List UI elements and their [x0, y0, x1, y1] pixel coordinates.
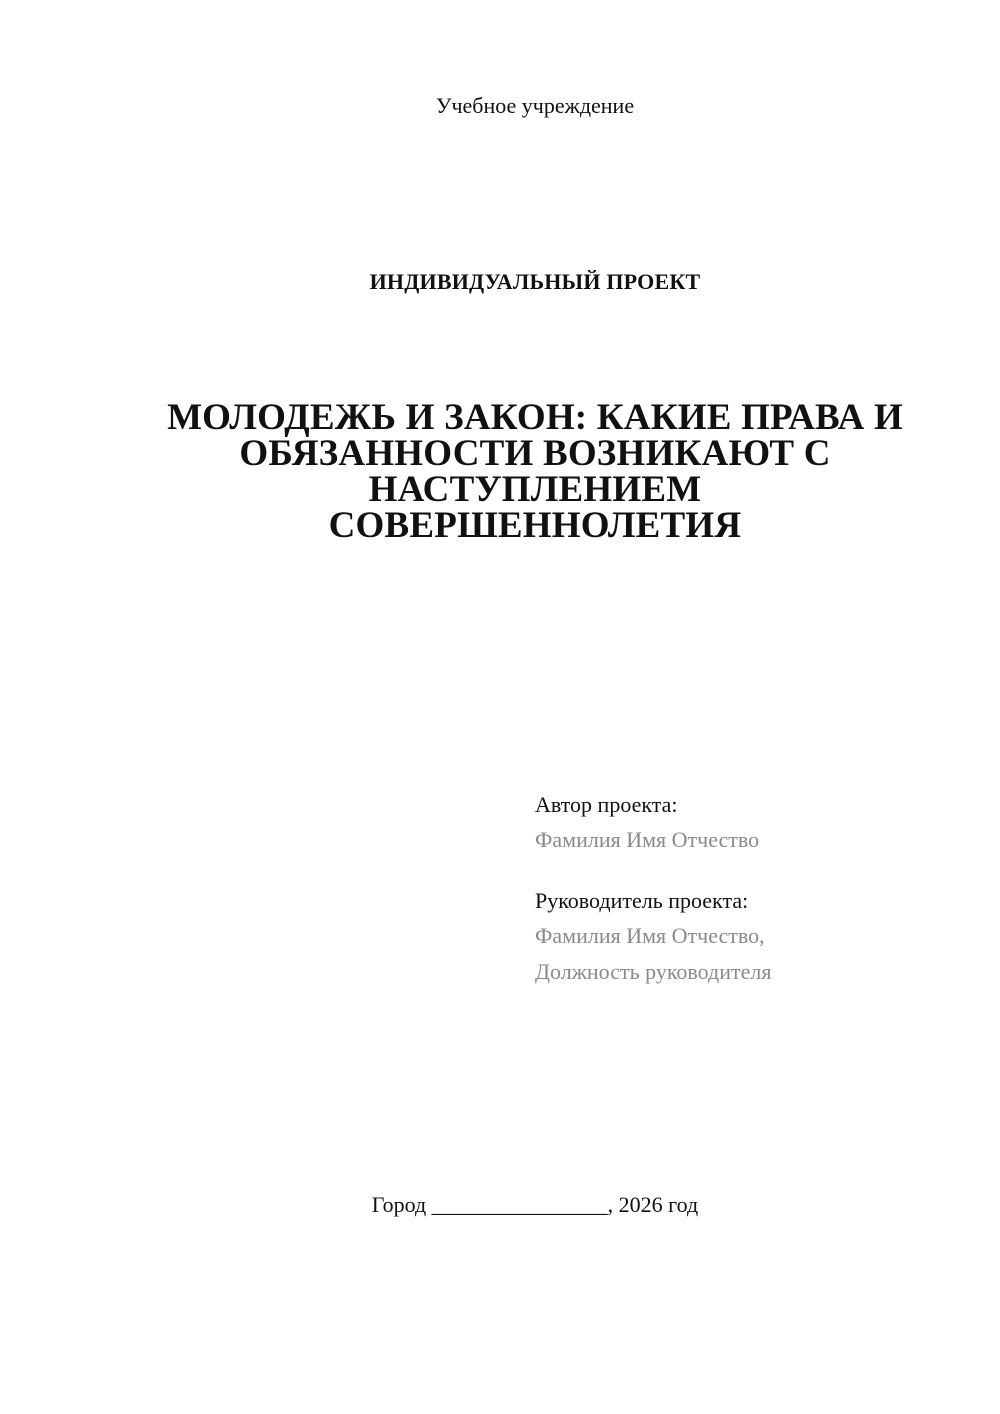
meta-spacer — [535, 858, 975, 884]
author-name: Фамилия Имя Отчество — [535, 827, 760, 852]
project-title — [150, 397, 920, 546]
project-title-line: НАСТУПЛЕНИЕМ — [368, 469, 702, 510]
project-title-line: ОБЯЗАННОСТИ ВОЗНИКАЮТ С — [239, 433, 831, 474]
supervisor-name: Фамилия Имя Отчество, — [535, 923, 765, 948]
project-title-line: СОВЕРШЕННОЛЕТИЯ — [328, 505, 742, 546]
author-label: Автор проекта: — [535, 792, 678, 817]
city-year-footer: Город ________________, 2026 год — [371, 1192, 699, 1217]
supervisor-label: Руководитель проекта: — [535, 888, 749, 913]
document-type: ИНДИВИДУАЛЬНЫЙ ПРОЕКТ — [369, 269, 701, 294]
institution-name: Учебное учреждение — [435, 93, 635, 118]
project-title-line: МОЛОДЕЖЬ И ЗАКОН: КАКИЕ ПРАВА И — [167, 397, 903, 438]
project-meta — [535, 788, 975, 990]
supervisor-position: Должность руководителя — [535, 959, 772, 984]
